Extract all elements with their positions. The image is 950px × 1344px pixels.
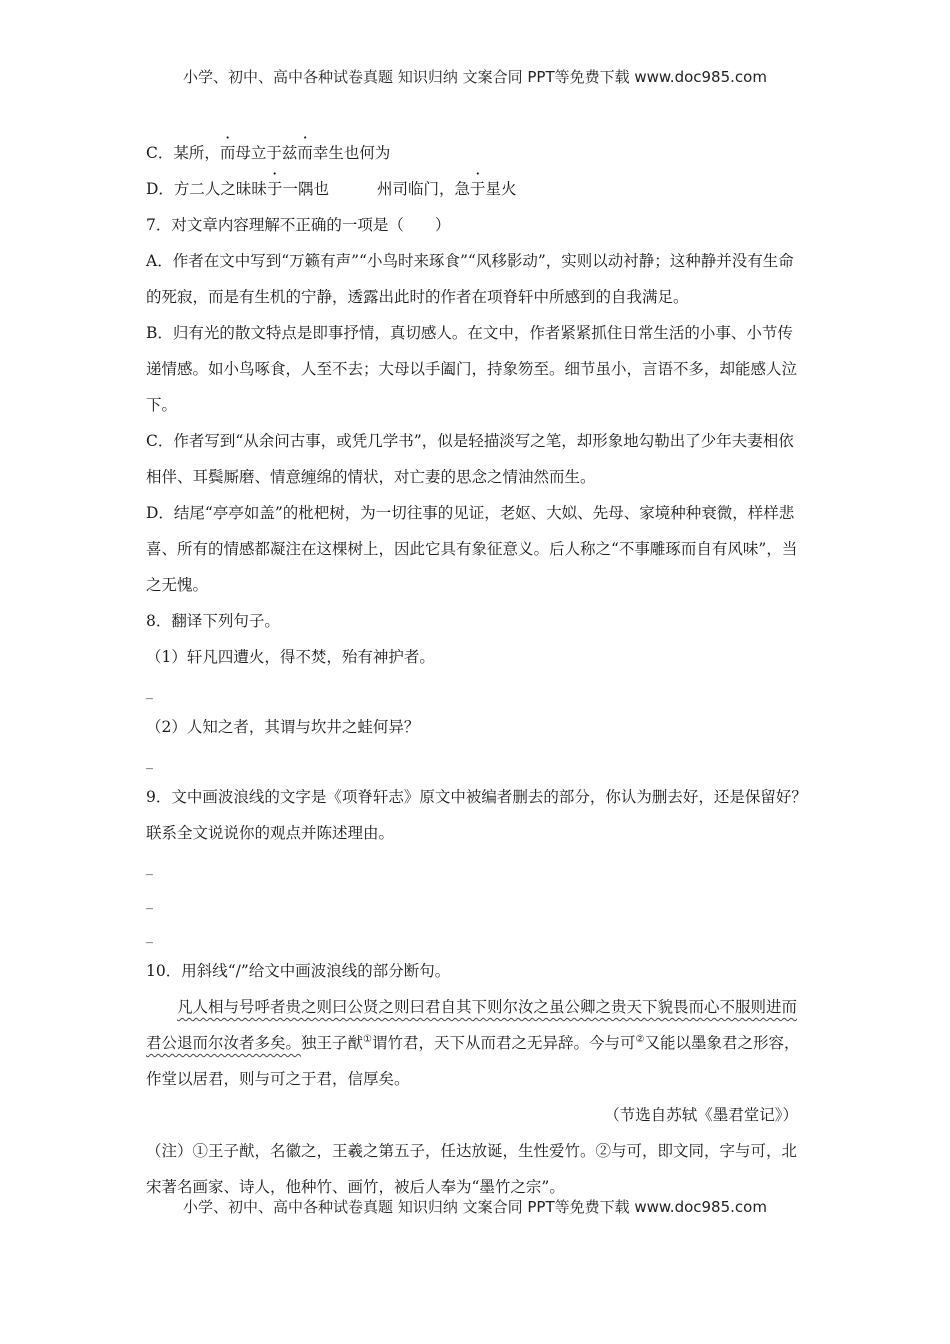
q8-sentence-1: （1）轩凡四遭火，得不焚，殆有神护者。 xyxy=(146,648,435,666)
q7-option-c: C．作者写到“从余问古事，或凭几学书”，似是轻描淡写之笔，却形象地勾勒出了少年夫妻相依相伴、耳鬓厮磨、情意缠绵的情状，对亡妻的思念之情油然而生。 xyxy=(146,432,794,486)
answer-blank: _ xyxy=(146,684,153,700)
q10-passage: 凡人相与号呼者贵之则曰公贤之则曰君自其下则尔汝之虽公卿之贵天下貌畏而心不服则进而君公退而尔汝者多矣。独王子猷①谓竹君，天下从而君之无异辞。今与可②又能以墨象君之形容，作堂以居君，则与可之于君，信厚矣。 xyxy=(146,998,800,1088)
q8-sentence-2: （2）人知之者，其谓与坎井之蛙何异？ xyxy=(146,718,420,736)
page-footer: 小学、初中、高中各种试卷真题 知识归纳 文案合同 PPT等免费下载 www.doc985.com xyxy=(183,1198,767,1216)
answer-blank: _ xyxy=(146,894,153,910)
q7-option-b: B．归有光的散文特点是即事抒情，真切感人。在文中，作者紧紧抓住日常生活的小事、小节传递情感。如小鸟啄食，人至不去；大母以手阖门，持象笏至。细节虽小，言语不多，却能感人泣下。 xyxy=(146,324,798,414)
q8-stem: 8．翻译下列句子。 xyxy=(146,612,280,630)
q7-stem: 7．对文章内容理解不正确的一项是（ ） xyxy=(146,216,451,234)
emphasis-char: 而 xyxy=(297,144,313,162)
page-header: 小学、初中、高中各种试卷真题 知识归纳 文案合同 PPT等免费下载 www.doc985.com xyxy=(183,68,767,86)
answer-blank: _ xyxy=(146,754,153,770)
emphasis-char: 于 xyxy=(469,180,486,198)
emphasis-char: 而 xyxy=(219,144,236,162)
q10-stem: 10．用斜线“/”给文中画波浪线的部分断句。 xyxy=(146,962,451,980)
q7-option-a: A．作者在文中写到“万籁有声”“小鸟时来琢食”“风移影动”，实则以动衬静；这种静并没有生命的死寂，而是有生机的宁静，透露出此时的作者在项脊轩中所感到的自我满足。 xyxy=(146,252,794,306)
footnote-marker: ② xyxy=(635,1033,645,1045)
passage-notes: （注）①王子猷，名徽之，王羲之第五子，任达放诞，生性爱竹。②与可，即文同，字与可，北宋著名画家、诗人，他种竹、画竹，被后人奉为“墨竹之宗”。 xyxy=(146,1142,798,1196)
q7-option-d: D．结尾“亭亭如盖”的枇杷树，为一切往事的见证，老妪、大姒、先母、家境种种衰微，样样悲喜、所有的情感都凝注在这棵树上，因此它具有象征意义。后人称之“不事雕琢而自有风味”，当之无愧。 xyxy=(146,504,798,594)
page-content xyxy=(146,135,808,1205)
wavy-underlined-text: 凡人相与号呼者贵之则曰公贤之则曰君自其下则尔汝之虽公卿之贵天下貌畏而心不服则进而君公退而尔汝者多矣。 xyxy=(146,998,798,1052)
answer-blank: _ xyxy=(146,928,153,944)
q6-option-c: C．某所，而母立于兹而幸生也何为 xyxy=(146,144,391,162)
q9-stem: 9．文中画波浪线的文字是《项脊轩志》原文中被编者删去的部分，你认为删去好，还是保留好？联系全文说说你的观点并陈述理由。 xyxy=(146,788,807,842)
answer-blank: _ xyxy=(146,860,153,876)
emphasis-char: 于 xyxy=(266,180,283,198)
passage-source: （节选自苏轼《墨君堂记》） xyxy=(604,1106,798,1124)
q6-option-d: D．方二人之昧昧于一隅也 州司临门，急于星火 xyxy=(146,180,517,198)
footnote-marker: ① xyxy=(363,1033,372,1045)
